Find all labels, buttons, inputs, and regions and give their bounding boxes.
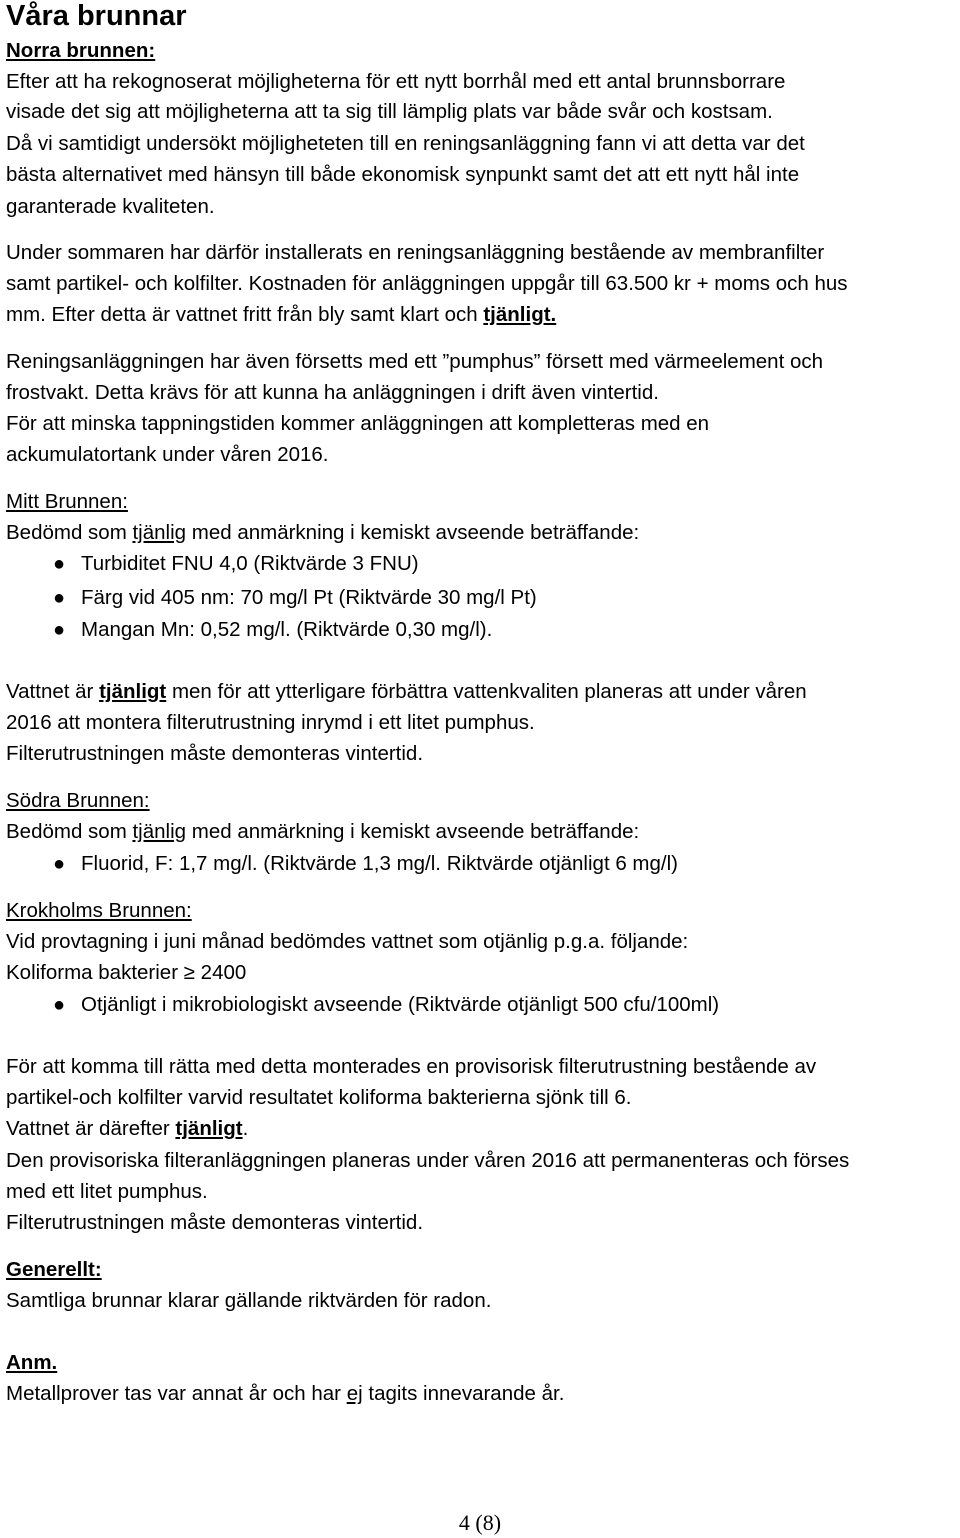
bullet-icon: ● [53, 853, 66, 875]
list-item: Färg vid 405 nm: 70 mg/l Pt (Riktvärde 30 mg/l Pt) [81, 586, 537, 609]
section-heading-mitt: Mitt Brunnen: [6, 490, 128, 513]
paragraph-line: Koliforma bakterier ≥ 2400 [6, 961, 247, 984]
section-heading-norra: Norra brunnen: [6, 39, 156, 62]
emphasis-tjanligt: tjänligt [99, 680, 167, 703]
text-run: Metallprover tas var annat år och har [6, 1382, 347, 1405]
paragraph-line [6, 680, 807, 704]
paragraph-line [6, 1382, 564, 1406]
list-item: Otjänligt i mikrobiologiskt avseende (Riktvärde otjänligt 500 cfu/100ml) [81, 993, 720, 1016]
section-heading-anm: Anm. [6, 1351, 58, 1374]
paragraph-line [6, 820, 639, 844]
bullet-icon: ● [53, 587, 66, 609]
emphasis-tjanligt: tjänligt [175, 1117, 243, 1140]
paragraph-line: frostvakt. Detta krävs för att kunna ha anläggningen i drift även vintertid. [6, 381, 659, 404]
paragraph-line [6, 303, 556, 327]
text-run: mm. Efter detta är vattnet fritt från bly samt klart och [6, 303, 484, 326]
paragraph-line: Då vi samtidigt undersökt möjligheteten till en reningsanläggning fann vi att detta var det [6, 132, 805, 155]
text-run: Vattnet är [6, 680, 100, 703]
emphasis-ej: ej [346, 1382, 363, 1405]
list-item: Fluorid, F: 1,7 mg/l. (Riktvärde 1,3 mg/l. Riktvärde otjänligt 6 mg/l) [81, 852, 678, 875]
text-run: men för att ytterligare förbättra vattenkvaliten planeras att under våren [166, 680, 807, 703]
paragraph-line: Vid provtagning i juni månad bedömdes vattnet som otjänlig p.g.a. följande: [6, 930, 689, 953]
paragraph-line [6, 1117, 248, 1141]
paragraph-line: Filterutrustningen måste demonteras vintertid. [6, 742, 424, 765]
paragraph-line: partikel-och kolfilter varvid resultatet koliforma bakterierna sjönk till 6. [6, 1086, 632, 1109]
bullet-icon: ● [53, 553, 66, 575]
emphasis-tjanlig: tjänlig [132, 820, 187, 843]
paragraph-line: med ett litet pumphus. [6, 1180, 208, 1203]
paragraph-line: Samtliga brunnar klarar gällande riktvärden för radon. [6, 1289, 492, 1312]
text-run: Bedömd som [6, 820, 133, 843]
list-item: Mangan Mn: 0,52 mg/l. (Riktvärde 0,30 mg/l). [81, 618, 493, 641]
paragraph-line: För att minska tappningstiden kommer anläggningen att kompletteras med en [6, 412, 710, 435]
section-heading-sodra: Södra Brunnen: [6, 789, 150, 812]
emphasis-tjanlig: tjänlig [132, 521, 187, 544]
paragraph-line: Reningsanläggningen har även försetts med ett ”pumphus” försett med värmeelement och [6, 350, 824, 373]
paragraph-line: visade det sig att möjligheterna att ta sig till lämplig plats var både svår och kostsam. [6, 100, 773, 123]
paragraph-line: Under sommaren har därför installerats en reningsanläggning bestående av membranfilter [6, 241, 825, 264]
paragraph-line: Efter att ha rekognoserat möjligheterna för ett nytt borrhål med ett antal brunnsborrare [6, 70, 786, 93]
text-run: Bedömd som [6, 521, 133, 544]
text-run: tagits innevarande år. [362, 1382, 565, 1405]
emphasis-tjanligt: tjänligt. [483, 303, 557, 326]
paragraph-line [6, 521, 639, 545]
page-number: 4 (8) [458, 1510, 502, 1535]
paragraph-line: garanterade kvaliteten. [6, 195, 215, 218]
text-run: . [242, 1117, 249, 1140]
paragraph-line: För att komma till rätta med detta monterades en provisorisk filterutrustning bestående av [6, 1055, 817, 1078]
list-item: Turbiditet FNU 4,0 (Riktvärde 3 FNU) [81, 552, 419, 575]
paragraph-line: Filterutrustningen måste demonteras vintertid. [6, 1211, 424, 1234]
text-run: med anmärkning i kemiskt avseende beträffande: [186, 820, 640, 843]
bullet-icon: ● [53, 994, 66, 1016]
text-run: Vattnet är därefter [6, 1117, 176, 1140]
paragraph-line: 2016 att montera filterutrustning inrymd i ett litet pumphus. [6, 711, 535, 734]
paragraph-line: samt partikel- och kolfilter. Kostnaden för anläggningen uppgår till 63.500 kr + moms och hus [6, 272, 848, 295]
bullet-icon: ● [53, 619, 66, 641]
paragraph-line: ackumulatortank under våren 2016. [6, 443, 329, 466]
section-heading-generellt: Generellt: [6, 1258, 102, 1281]
section-heading-krokholms: Krokholms Brunnen: [6, 899, 192, 922]
page-title: Våra brunnar [6, 0, 187, 32]
paragraph-line: bästa alternativet med hänsyn till både ekonomisk synpunkt samt det att ett nytt hål inte [6, 163, 800, 186]
paragraph-line: Den provisoriska filteranläggningen planeras under våren 2016 att permanenteras och förses [6, 1149, 850, 1172]
text-run: med anmärkning i kemiskt avseende beträffande: [186, 521, 640, 544]
